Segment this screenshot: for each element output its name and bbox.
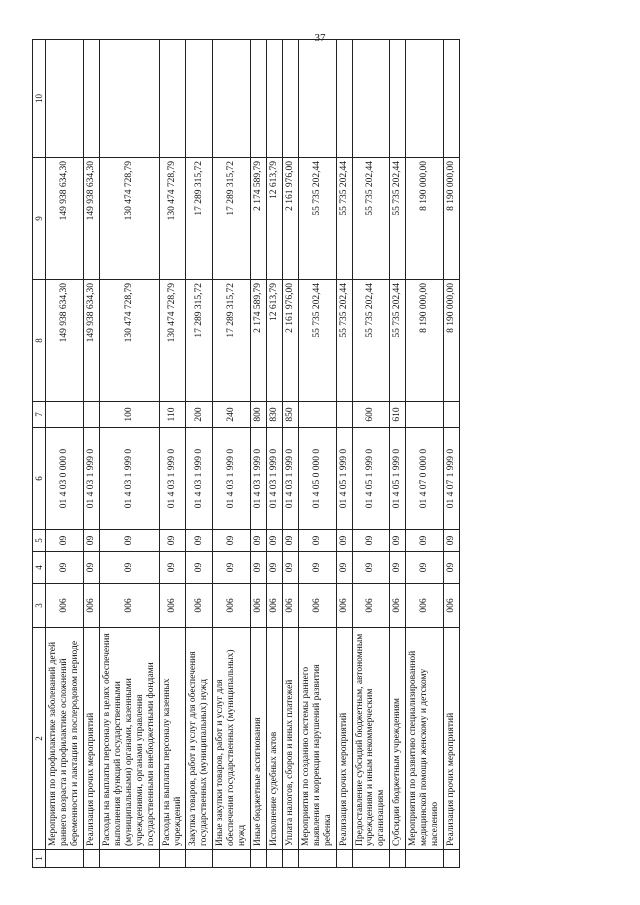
ministry-code-cell: 006: [298, 584, 336, 628]
section-code-cell: 09: [100, 552, 160, 584]
target-article-cell: 01 4 07 1 999 0: [444, 428, 460, 530]
table-row: [84, 40, 100, 868]
amount-col9-cell: 130 474 728,79: [100, 158, 160, 280]
section-code-cell: 09: [186, 552, 213, 584]
header-cell-8: 8: [33, 280, 46, 402]
amount-col9-cell: 130 474 728,79: [159, 158, 186, 280]
ministry-code-cell: 006: [159, 584, 186, 628]
item-name-cell: Закупка товаров, работ и услуг для обеспечения государственных (муниципальных) нужд: [186, 628, 213, 850]
item-name-cell: Иные закупки товаров, работ и услуг для обеспечения государственных (муниципальных) нужд: [213, 628, 251, 850]
target-article-cell: 01 4 03 1 999 0: [100, 428, 160, 530]
amount-col10-cell: [100, 40, 160, 158]
expense-type-cell: 200: [186, 402, 213, 428]
row-number-cell: [46, 850, 84, 868]
table-row: [444, 40, 460, 868]
header-cell-3: 3: [33, 584, 46, 628]
section-code-cell: 09: [213, 552, 251, 584]
expense-type-cell: [46, 402, 84, 428]
item-name-cell: Мероприятия по профилактике заболеваний детей раннего возраста и профилактике осложнений беременности и лактации в послеродовом периоде: [46, 628, 84, 850]
expense-type-cell: 100: [100, 402, 160, 428]
amount-col9-cell: 12 613,79: [267, 158, 283, 280]
amount-col8-cell: 55 735 202,44: [390, 280, 406, 402]
ministry-code-cell: 006: [336, 584, 352, 628]
row-number-cell: [186, 850, 213, 868]
target-article-cell: 01 4 03 1 999 0: [213, 428, 251, 530]
amount-col10-cell: [159, 40, 186, 158]
table-row: [100, 40, 160, 868]
expense-type-cell: [84, 402, 100, 428]
row-number-cell: [336, 850, 352, 868]
section-code-cell: 09: [159, 552, 186, 584]
ministry-code-cell: 006: [186, 584, 213, 628]
amount-col8-cell: 8 190 000,00: [406, 280, 444, 402]
item-name-cell: Расходы на выплаты персоналу в целях обеспечения выполнения функций государственными (муниципальными) органами, казенными учреждениями, органами управления государственными внебюджетными фондами: [100, 628, 160, 850]
amount-col9-cell: 149 938 634,30: [46, 158, 84, 280]
expense-type-cell: [298, 402, 336, 428]
item-name-cell: Предоставление субсидий бюджетным, автономным учреждениям и иным некоммерческим организациям: [352, 628, 390, 850]
target-article-cell: 01 4 03 1 999 0: [84, 428, 100, 530]
row-number-cell: [84, 850, 100, 868]
item-name-cell: Реализация прочих мероприятий: [336, 628, 352, 850]
ministry-code-cell: 006: [100, 584, 160, 628]
section-code-cell: 09: [282, 552, 298, 584]
amount-col8-cell: 12 613,79: [267, 280, 283, 402]
target-article-cell: 01 4 05 1 999 0: [390, 428, 406, 530]
table-row: [213, 40, 251, 868]
rotated-table-container: [32, 40, 592, 868]
ministry-code-cell: 006: [444, 584, 460, 628]
expense-type-cell: 850: [282, 402, 298, 428]
item-name-cell: Иные бюджетные ассигнования: [251, 628, 267, 850]
expense-type-cell: [336, 402, 352, 428]
row-number-cell: [298, 850, 336, 868]
column-number-header-row: [33, 40, 46, 868]
amount-col10-cell: [390, 40, 406, 158]
amount-col10-cell: [84, 40, 100, 158]
row-number-cell: [159, 850, 186, 868]
amount-col9-cell: 17 289 315,72: [213, 158, 251, 280]
amount-col10-cell: [213, 40, 251, 158]
ministry-code-cell: 006: [213, 584, 251, 628]
table-row: [267, 40, 283, 868]
header-cell-9: 9: [33, 158, 46, 280]
item-name-cell: Реализация прочих мероприятий: [444, 628, 460, 850]
table-row: [282, 40, 298, 868]
budget-table: [32, 39, 460, 868]
target-article-cell: 01 4 03 1 999 0: [159, 428, 186, 530]
section-code-cell: 09: [84, 552, 100, 584]
amount-col9-cell: 8 190 000,00: [406, 158, 444, 280]
expense-type-cell: 610: [390, 402, 406, 428]
section-code-cell: 09: [46, 552, 84, 584]
amount-col10-cell: [251, 40, 267, 158]
amount-col8-cell: 55 735 202,44: [298, 280, 336, 402]
table-row: [46, 40, 84, 868]
section-code-cell: 09: [406, 552, 444, 584]
amount-col8-cell: 8 190 000,00: [444, 280, 460, 402]
amount-col9-cell: 55 735 202,44: [336, 158, 352, 280]
expense-type-cell: 110: [159, 402, 186, 428]
amount-col10-cell: [352, 40, 390, 158]
subsection-code-cell: 09: [251, 530, 267, 552]
header-cell-6: 6: [33, 428, 46, 530]
section-code-cell: 09: [267, 552, 283, 584]
amount-col8-cell: 130 474 728,79: [100, 280, 160, 402]
table-row: [159, 40, 186, 868]
table-row: [336, 40, 352, 868]
target-article-cell: 01 4 03 0 000 0: [46, 428, 84, 530]
item-name-cell: Расходы на выплаты персоналу казенных учреждений: [159, 628, 186, 850]
amount-col10-cell: [186, 40, 213, 158]
table-row: [390, 40, 406, 868]
item-name-cell: Исполнение судебных актов: [267, 628, 283, 850]
header-cell-10: 10: [33, 40, 46, 158]
amount-col8-cell: 55 735 202,44: [336, 280, 352, 402]
subsection-code-cell: 09: [390, 530, 406, 552]
amount-col8-cell: 55 735 202,44: [352, 280, 390, 402]
target-article-cell: 01 4 07 0 000 0: [406, 428, 444, 530]
amount-col8-cell: 17 289 315,72: [186, 280, 213, 402]
ministry-code-cell: 006: [84, 584, 100, 628]
ministry-code-cell: 006: [406, 584, 444, 628]
amount-col10-cell: [336, 40, 352, 158]
section-code-cell: 09: [336, 552, 352, 584]
table-row: [406, 40, 444, 868]
row-number-cell: [444, 850, 460, 868]
table-row: [186, 40, 213, 868]
expense-type-cell: [444, 402, 460, 428]
row-number-cell: [352, 850, 390, 868]
target-article-cell: 01 4 03 1 999 0: [267, 428, 283, 530]
section-code-cell: 09: [444, 552, 460, 584]
table-row: [298, 40, 336, 868]
expense-type-cell: 800: [251, 402, 267, 428]
item-name-cell: Мероприятия по развитию специализированной медицинской помощи женскому и детскому населению: [406, 628, 444, 850]
expense-type-cell: [406, 402, 444, 428]
subsection-code-cell: 09: [298, 530, 336, 552]
amount-col8-cell: 2 161 976,00: [282, 280, 298, 402]
page-number: 37: [314, 32, 326, 44]
item-name-cell: Реализация прочих мероприятий: [84, 628, 100, 850]
row-number-cell: [267, 850, 283, 868]
header-cell-7: 7: [33, 402, 46, 428]
target-article-cell: 01 4 03 1 999 0: [186, 428, 213, 530]
section-code-cell: 09: [352, 552, 390, 584]
section-code-cell: 09: [251, 552, 267, 584]
amount-col9-cell: 8 190 000,00: [444, 158, 460, 280]
subsection-code-cell: 09: [444, 530, 460, 552]
subsection-code-cell: 09: [159, 530, 186, 552]
row-number-cell: [282, 850, 298, 868]
amount-col10-cell: [444, 40, 460, 158]
ministry-code-cell: 006: [46, 584, 84, 628]
row-number-cell: [406, 850, 444, 868]
amount-col9-cell: 17 289 315,72: [186, 158, 213, 280]
target-article-cell: 01 4 05 1 999 0: [336, 428, 352, 530]
amount-col8-cell: 149 938 634,30: [46, 280, 84, 402]
subsection-code-cell: 09: [336, 530, 352, 552]
target-article-cell: 01 4 05 0 000 0: [298, 428, 336, 530]
amount-col10-cell: [406, 40, 444, 158]
subsection-code-cell: 09: [186, 530, 213, 552]
ministry-code-cell: 006: [390, 584, 406, 628]
header-cell-4: 4: [33, 552, 46, 584]
subsection-code-cell: 09: [282, 530, 298, 552]
row-number-cell: [100, 850, 160, 868]
amount-col8-cell: 17 289 315,72: [213, 280, 251, 402]
target-article-cell: 01 4 03 1 999 0: [251, 428, 267, 530]
amount-col9-cell: 2 174 589,79: [251, 158, 267, 280]
item-name-cell: Субсидии бюджетным учреждениям: [390, 628, 406, 850]
amount-col10-cell: [267, 40, 283, 158]
item-name-cell: Мероприятия по созданию системы раннего выявления и коррекции нарушений развития ребенка: [298, 628, 336, 850]
ministry-code-cell: 006: [352, 584, 390, 628]
header-cell-1: 1: [33, 850, 46, 868]
subsection-code-cell: 09: [46, 530, 84, 552]
subsection-code-cell: 09: [352, 530, 390, 552]
amount-col9-cell: 55 735 202,44: [390, 158, 406, 280]
section-code-cell: 09: [298, 552, 336, 584]
amount-col8-cell: 149 938 634,30: [84, 280, 100, 402]
row-number-cell: [251, 850, 267, 868]
target-article-cell: 01 4 03 1 999 0: [282, 428, 298, 530]
table-row: [352, 40, 390, 868]
amount-col9-cell: 55 735 202,44: [298, 158, 336, 280]
section-code-cell: 09: [390, 552, 406, 584]
amount-col10-cell: [282, 40, 298, 158]
amount-col8-cell: 130 474 728,79: [159, 280, 186, 402]
row-number-cell: [390, 850, 406, 868]
table-row: [251, 40, 267, 868]
item-name-cell: Уплата налогов, сборов и иных платежей: [282, 628, 298, 850]
amount-col9-cell: 2 161 976,00: [282, 158, 298, 280]
subsection-code-cell: 09: [213, 530, 251, 552]
amount-col9-cell: 149 938 634,30: [84, 158, 100, 280]
header-cell-5: 5: [33, 530, 46, 552]
subsection-code-cell: 09: [406, 530, 444, 552]
ministry-code-cell: 006: [251, 584, 267, 628]
expense-type-cell: 830: [267, 402, 283, 428]
row-number-cell: [213, 850, 251, 868]
header-cell-2: 2: [33, 628, 46, 850]
amount-col10-cell: [46, 40, 84, 158]
ministry-code-cell: 006: [267, 584, 283, 628]
subsection-code-cell: 09: [84, 530, 100, 552]
subsection-code-cell: 09: [267, 530, 283, 552]
ministry-code-cell: 006: [282, 584, 298, 628]
amount-col8-cell: 2 174 589,79: [251, 280, 267, 402]
expense-type-cell: 600: [352, 402, 390, 428]
subsection-code-cell: 09: [100, 530, 160, 552]
expense-type-cell: 240: [213, 402, 251, 428]
amount-col10-cell: [298, 40, 336, 158]
target-article-cell: 01 4 05 1 999 0: [352, 428, 390, 530]
amount-col9-cell: 55 735 202,44: [352, 158, 390, 280]
